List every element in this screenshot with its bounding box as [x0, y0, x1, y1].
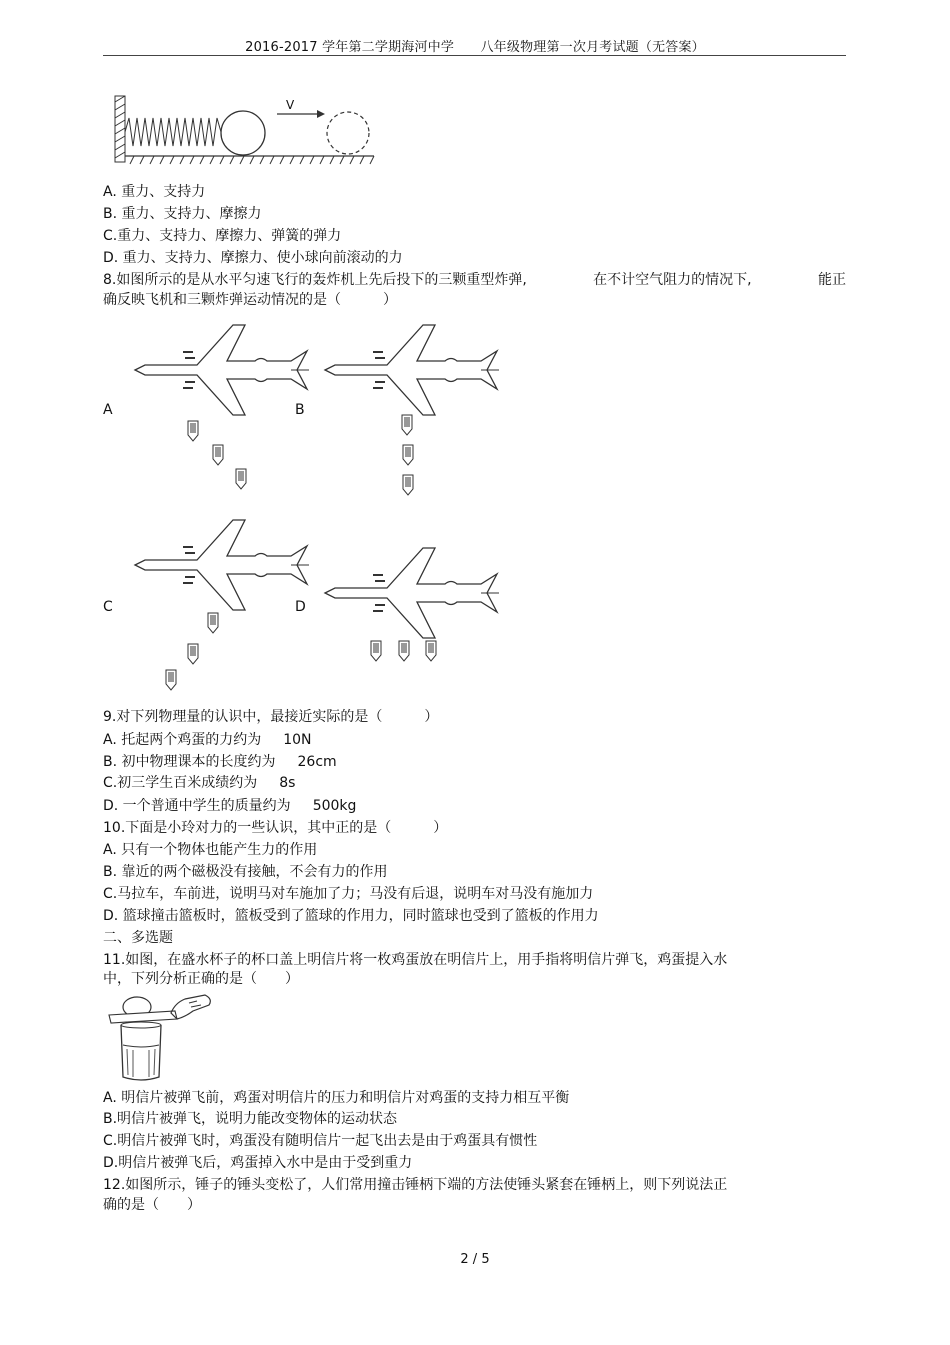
airplane — [325, 325, 499, 415]
bomb — [399, 641, 409, 661]
q7-option-d: D. 重力、支持力、摩擦力、使小球向前滚动的力 — [103, 250, 403, 266]
option-c-plane-figure — [135, 518, 285, 693]
q8-option-label-c: C — [103, 599, 113, 615]
q11-option-b: B.明信片被弹飞，说明力能改变物体的运动状态 — [103, 1111, 398, 1127]
q9-option-a-value: 10N — [283, 732, 312, 748]
q9-option-c: C.初三学生百米成绩约为 8s — [103, 775, 296, 791]
q10-option-a: A. 只有一个物体也能产生力的作用 — [103, 842, 318, 858]
q9-option-d: D. 一个普通中学生的质量约为 500kg — [103, 798, 357, 814]
q10-option-d: D. 篮球撞击篮板时，篮板受到了篮球的作用力，同时篮球也受到了篮板的作用力 — [103, 908, 599, 924]
q7-option-c: C.重力、支持力、摩擦力、弹簧的弹力 — [103, 228, 342, 244]
q7-option-b: B. 重力、支持力、摩擦力 — [103, 206, 262, 222]
q9-stem: 9.对下列物理量的认识中，最接近实际的是（ ） — [103, 709, 439, 725]
q11-option-a: A. 明信片被弹飞前，鸡蛋对明信片的压力和明信片对鸡蛋的支持力相互平衡 — [103, 1090, 570, 1106]
bomb — [402, 415, 412, 435]
egg-card-cup-figure — [105, 993, 217, 1085]
page-header: 2016-2017 学年第二学期海河中学 八年级物理第一次月考试题（无答案） — [245, 40, 705, 55]
bomb — [213, 445, 223, 465]
spring-ball-figure — [112, 94, 382, 170]
airplane — [135, 325, 309, 415]
q11-stem-line2: 中，下列分析正确的是（ ） — [103, 971, 299, 987]
q9-option-b-value: 26cm — [297, 754, 337, 770]
q8-stem — [103, 271, 846, 289]
option-d-plane-figure — [325, 546, 475, 671]
bomb — [403, 475, 413, 495]
q11-option-c: C.明信片被弹飞时，鸡蛋没有随明信片一起飞出去是由于鸡蛋具有惯性 — [103, 1133, 538, 1149]
q8-option-label-d: D — [295, 599, 306, 615]
bomb — [166, 670, 176, 690]
q10-option-b: B. 靠近的两个磁极没有接触，不会有力的作用 — [103, 864, 388, 880]
q12-stem-line2: 确的是（ ） — [103, 1197, 201, 1213]
q10-stem: 10.下面是小玲对力的一些认识，其中正的是（ ） — [103, 820, 448, 836]
airplane — [135, 520, 309, 610]
q9-option-d-value: 500kg — [312, 798, 357, 814]
q8-option-label-a: A — [103, 402, 113, 418]
bomb — [208, 613, 218, 633]
option-b-plane-figure — [325, 323, 475, 498]
option-a-plane-figure — [135, 323, 285, 493]
q8-stem-part1: 8.如图所示的是从水平匀速飞行的轰炸机上先后投下的三颗重型炸弹, — [103, 272, 527, 288]
q7-option-a: A. 重力、支持力 — [103, 184, 206, 200]
bomb — [188, 644, 198, 664]
bomb — [188, 421, 198, 441]
q8-stem-part3: 能正 — [817, 272, 846, 288]
page-number: 2 / 5 — [460, 1252, 490, 1267]
bomb — [236, 469, 246, 489]
q11-stem-line1: 11.如图，在盛水杯子的杯口盖上明信片将一枚鸡蛋放在明信片上，用手指将明信片弹飞，鸡蛋提入水 — [103, 952, 728, 968]
q9-option-a: A. 托起两个鸡蛋的力约为 10N — [103, 732, 312, 748]
q11-option-d: D.明信片被弹飞后，鸡蛋掉入水中是由于受到重力 — [103, 1155, 413, 1171]
airplane — [325, 548, 499, 638]
section-title-multiple-choice: 二、多选题 — [103, 930, 173, 946]
bomb — [426, 641, 436, 661]
velocity-label: V — [286, 98, 295, 112]
q12-stem-line1: 12.如图所示，锤子的锤头变松了，人们常用撞击锤柄下端的方法使锤头紧套在锤柄上，则下列说法正 — [103, 1177, 728, 1193]
q9-option-c-value: 8s — [279, 775, 296, 791]
q9-option-b: B. 初中物理课本的长度约为 26cm — [103, 754, 337, 770]
q8-option-label-b: B — [295, 402, 305, 418]
bomb — [371, 641, 381, 661]
q8-stem-part2: 在不计空气阻力的情况下, — [593, 272, 752, 288]
q8-stem-line2: 确反映飞机和三颗炸弹运动情况的是（ ） — [103, 292, 397, 308]
bomb — [403, 445, 413, 465]
header-divider — [103, 55, 846, 56]
q10-option-c: C.马拉车，车前进，说明马对车施加了力；马没有后退，说明车对马没有施加力 — [103, 886, 594, 902]
